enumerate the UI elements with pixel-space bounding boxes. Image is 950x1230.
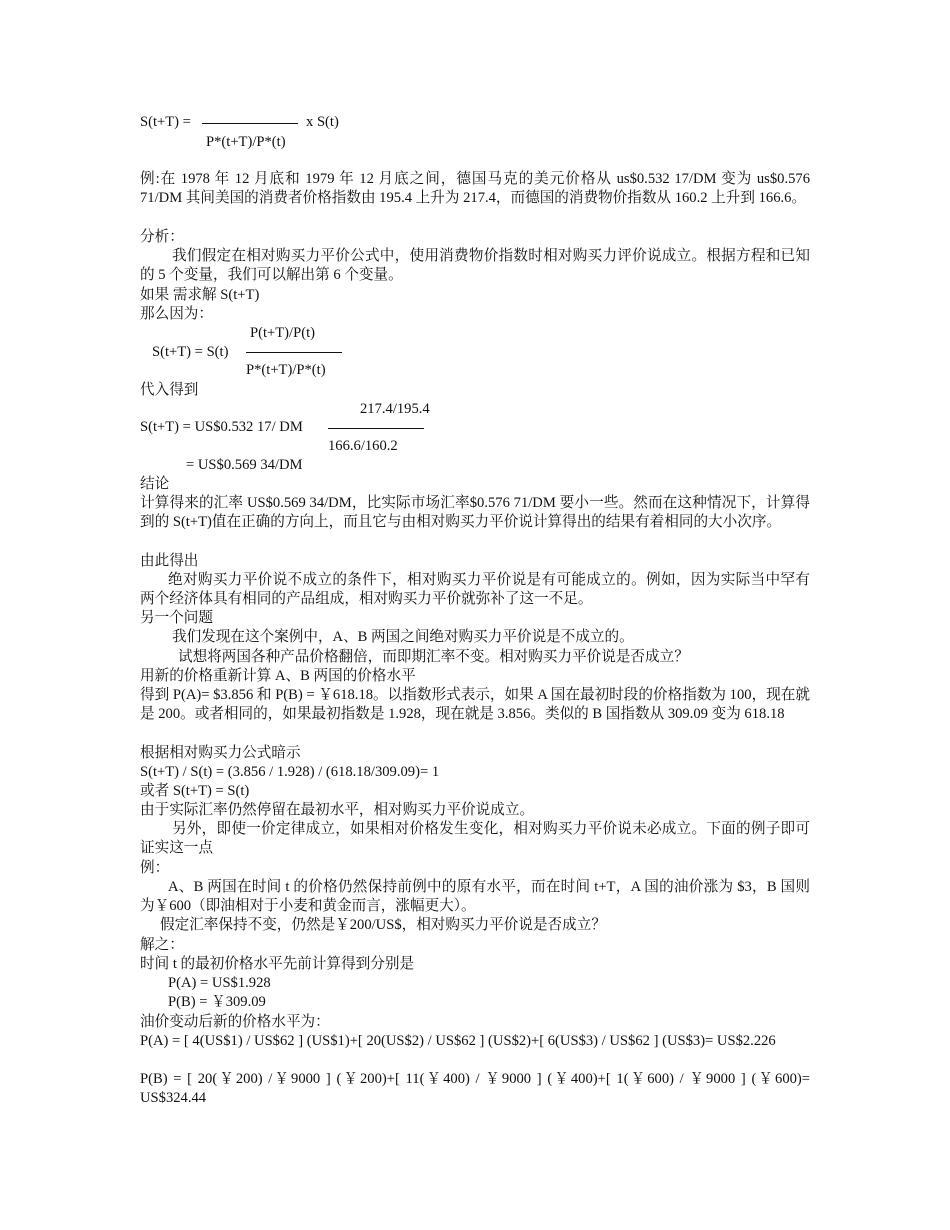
formula1-lhs: S(t+T) =	[140, 114, 191, 130]
formula3-fraction-bar	[328, 428, 424, 429]
formula2-fraction-bar	[246, 352, 342, 353]
formula1-fraction-bar	[202, 123, 298, 124]
hint-line: 根据相对购买力公式暗示	[140, 745, 301, 761]
example2-heading: 例：	[140, 860, 170, 876]
formula1-denominator: P*(t+T)/P*(t)	[206, 134, 286, 150]
ratio-equation: S(t+T) / S(t) = (3.856 / 1.928) / (618.18/309.09)= 1	[140, 764, 440, 780]
because-line: 那么因为：	[140, 306, 213, 322]
analysis-heading: 分析：	[140, 229, 184, 245]
another-line-2: 试想将两国各种产品价格翻倍，而即期汇率不变。相对购买力平价说是否成立？	[178, 649, 689, 665]
formula2-denominator: P*(t+T)/P*(t)	[246, 362, 326, 378]
conclusion-paragraph: 计算得来的汇率 US$0.569 34/DM，比实际市场汇率$0.576 71/DM 要小一些。然而在这种情况下，计算得到的 S(t+T)值在正确的方向上，而且它与由相对购买力平价说计算得出的结果有着相同的大小次序。	[140, 495, 810, 531]
pa-new-equation: P(A) = [ 4(US$1) / US$62 ] (US$1)+[ 20(US$2) / US$62 ] (US$2)+[ 6(US$3) / US$62 ] (US$3)= US$2.226	[140, 1033, 776, 1049]
example1-paragraph: 例:在 1978 年 12 月底和 1979 年 12 月底之间，德国马克的美元价格从 us$0.532 17/DM 变为 us$0.576 71/DM 其间美国的消费者价格指数由 195.4 上升为 217.4，而德国的消费物价指数从 160.2 上升到 166.6。	[140, 171, 810, 207]
hence-heading: 由此得出	[140, 553, 199, 569]
formula2-numerator: P(t+T)/P(t)	[250, 325, 315, 341]
solve-heading: 解之：	[140, 937, 184, 953]
initial-level-line: 时间 t 的最初价格水平先前计算得到分别是	[140, 956, 415, 972]
if-line: 如果 需求解 S(t+T)	[140, 287, 260, 303]
pb-new-equation: P(B) = [ 20(￥200) /￥9000 ] (￥200)+[ 11(￥400) / ￥9000 ] (￥400)+[ 1(￥600) / ￥9000 ] (￥600)= US$324.44	[140, 1071, 810, 1107]
since-line: 由于实际汇率仍然停留在最初水平，相对购买力平价说成立。	[140, 802, 535, 818]
another-line-1: 我们发现在这个案例中，A、B 两国之间绝对购买力平价说是不成立的。	[172, 629, 634, 645]
obtain-paragraph: 得到 P(A)= $3.856 和 P(B) = ￥618.18。以指数形式表示，如果 A 国在最初时段的价格指数为 100，现在就是 200。或者相同的，如果最初指数是 1.928，现在就是 3.856。类似的 B 国指数从 309.09 变为 618.18	[140, 687, 810, 723]
pb-initial: P(B) = ￥309.09	[168, 994, 266, 1010]
moreover-paragraph: 另外，即使一价定律成立，如果相对价格发生变化，相对购买力平价说未必成立。下面的例子即可证实这一点	[140, 821, 810, 857]
recalc-line: 用新的价格重新计算 A、B 两国的价格水平	[140, 668, 416, 684]
substitute-line: 代入得到	[140, 382, 199, 398]
formula3-denominator: 166.6/160.2	[328, 438, 398, 454]
or-line: 或者 S(t+T) = S(t)	[140, 783, 250, 799]
formula3-lhs: S(t+T) = US$0.532 17/ DM	[140, 419, 303, 435]
another-heading: 另一个问题	[140, 610, 213, 626]
analysis-paragraph: 我们假定在相对购买力平价公式中，使用消费物价指数时相对购买力评价说成立。根据方程和已知的 5 个变量，我们可以解出第 6 个变量。	[140, 248, 810, 284]
assume-line: 假定汇率保持不变，仍然是￥200/US$，相对购买力平价说是否成立？	[160, 917, 606, 933]
formula3-numerator: 217.4/195.4	[360, 401, 430, 417]
pa-initial: P(A) = US$1.928	[168, 975, 271, 991]
conclusion-heading: 结论	[140, 476, 170, 492]
new-level-line: 油价变动后新的价格水平为：	[140, 1014, 330, 1030]
formula1-rhs: x S(t)	[306, 114, 339, 130]
formula2-lhs: S(t+T) = S(t)	[152, 344, 229, 360]
hence-paragraph: 绝对购买力平价说不成立的条件下，相对购买力平价说是有可能成立的。例如，因为实际当中罕有两个经济体具有相同的产品组成，相对购买力平价就弥补了这一不足。	[140, 572, 810, 608]
example2-paragraph: A、B 两国在时间 t 的价格仍然保持前例中的原有水平，而在时间 t+T，A 国的油价涨为 $3，B 国则为￥600（即油相对于小麦和黄金而言，涨幅更大）。	[140, 879, 810, 915]
formula3-result: = US$0.569 34/DM	[186, 457, 303, 473]
